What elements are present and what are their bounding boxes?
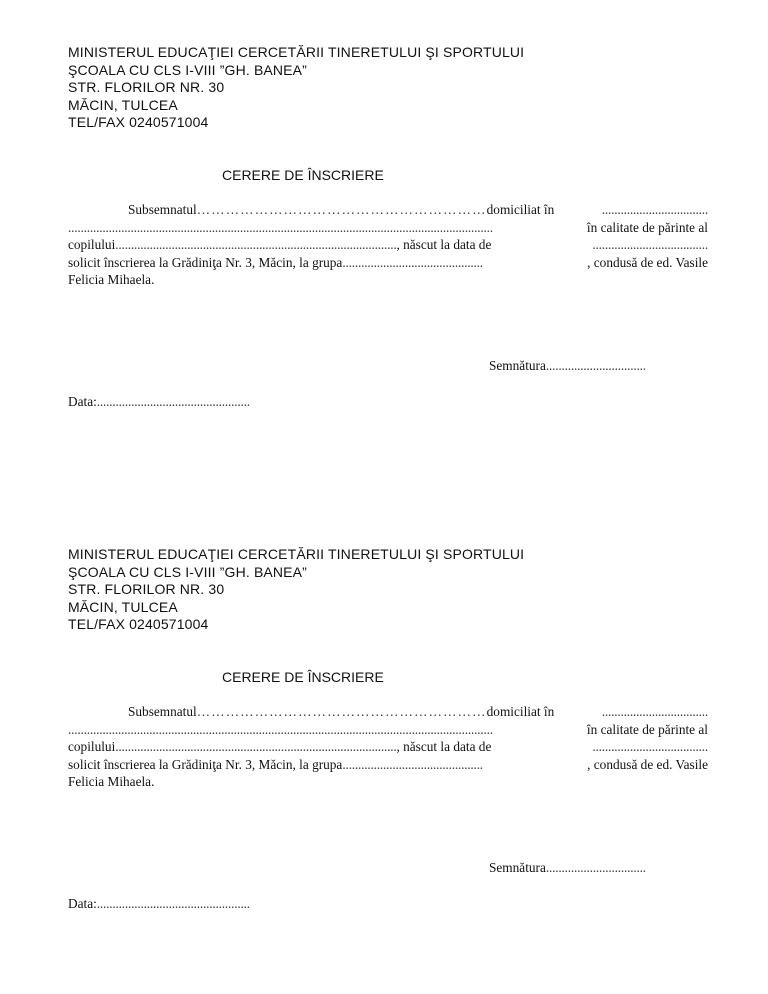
birth-date-blank: ..................................... xyxy=(592,237,708,253)
group-blank: ............................................. xyxy=(342,756,483,772)
school-name: ŞCOALA CU CLS I-VIII ”GH. BANEA” xyxy=(68,61,307,78)
date-label: Data: xyxy=(68,896,97,911)
date-field xyxy=(68,895,250,913)
child-name-blank: .......................................................................................... xyxy=(115,739,397,755)
teacher-name: Felicia Mihaela. xyxy=(68,774,155,790)
request-body xyxy=(68,201,708,289)
body-line-2 xyxy=(68,219,708,237)
teacher-name: Felicia Mihaela. xyxy=(68,272,155,288)
signature-field xyxy=(489,859,646,877)
school-city: MĂCIN, TULCEA xyxy=(68,598,178,615)
teacher-lead-text: , condusă de ed. Vasile xyxy=(587,756,708,772)
body-line-4 xyxy=(68,756,708,774)
body-line-2 xyxy=(68,721,708,739)
lead-subsemnatul: Subsemnatul xyxy=(128,704,197,719)
date-field xyxy=(68,393,250,411)
enrollment-request-text: solicit înscrierea la Grădiniţa Nr. 3, Măcin, la grupa xyxy=(68,254,343,270)
school-phone: TEL/FAX 0240571004 xyxy=(68,114,209,131)
date-blank: ................................................. xyxy=(96,896,250,911)
group-blank: ............................................. xyxy=(342,254,483,270)
body-line-3 xyxy=(68,738,708,756)
document-title: CERERE DE ÎNSCRIERE xyxy=(222,669,384,685)
school-phone: TEL/FAX 0240571004 xyxy=(68,616,209,633)
body-line-1 xyxy=(68,703,708,721)
signature-label: Semnătura xyxy=(489,860,546,875)
document-title: CERERE DE ÎNSCRIERE xyxy=(222,167,384,183)
domicile-label: domiciliat în xyxy=(486,704,555,719)
signature-blank: ................................ xyxy=(545,358,646,373)
body-line-1 xyxy=(68,201,708,219)
address-blank: .................................. xyxy=(601,202,708,217)
date-blank: ................................................. xyxy=(96,394,250,409)
body-line-4 xyxy=(68,254,708,272)
birth-date-label: , născut la data de xyxy=(396,739,492,755)
child-name-blank: .......................................................................................... xyxy=(115,237,397,253)
form-copy-1 xyxy=(68,44,708,484)
body-line-5 xyxy=(68,271,708,289)
ministry-name: MINISTERUL EDUCAŢIEI CERCETĂRII TINERETULUI ŞI SPORTULUI xyxy=(68,546,525,562)
form-copy-2 xyxy=(68,546,708,986)
ministry-name: MINISTERUL EDUCAŢIEI CERCETĂRII TINERETULUI ŞI SPORTULUI xyxy=(68,44,525,60)
teacher-lead-text: , condusă de ed. Vasile xyxy=(587,254,708,270)
signature-label: Semnătura xyxy=(489,358,546,373)
address-blank: .................................. xyxy=(601,704,708,719)
signature-field xyxy=(489,357,646,375)
school-street: STR. FLORILOR NR. 30 xyxy=(68,79,225,96)
school-city: MĂCIN, TULCEA xyxy=(68,96,178,113)
parent-role-text: în calitate de părinte al xyxy=(586,219,708,235)
school-header xyxy=(68,44,524,132)
domicile-label: domiciliat în xyxy=(486,202,555,217)
address-blank-continued: ........................................................................................................................................ xyxy=(68,219,493,235)
enrollment-request-text: solicit înscrierea la Grădiniţa Nr. 3, Măcin, la grupa xyxy=(68,756,343,772)
birth-date-blank: ..................................... xyxy=(592,739,708,755)
school-street: STR. FLORILOR NR. 30 xyxy=(68,581,225,598)
school-name: ŞCOALA CU CLS I-VIII ”GH. BANEA” xyxy=(68,563,307,580)
body-line-3 xyxy=(68,236,708,254)
child-label: copilului xyxy=(68,237,116,253)
date-label: Data: xyxy=(68,394,97,409)
child-label: copilului xyxy=(68,739,116,755)
body-line-5 xyxy=(68,773,708,791)
school-header xyxy=(68,546,524,634)
birth-date-label: , născut la data de xyxy=(396,237,492,253)
name-blank: …………………………………………………… xyxy=(196,704,487,719)
parent-role-text: în calitate de părinte al xyxy=(586,721,708,737)
signature-blank: ................................ xyxy=(545,860,646,875)
address-blank-continued: ........................................................................................................................................ xyxy=(68,721,493,737)
lead-subsemnatul: Subsemnatul xyxy=(128,202,197,217)
request-body xyxy=(68,703,708,791)
name-blank: …………………………………………………… xyxy=(196,202,487,217)
